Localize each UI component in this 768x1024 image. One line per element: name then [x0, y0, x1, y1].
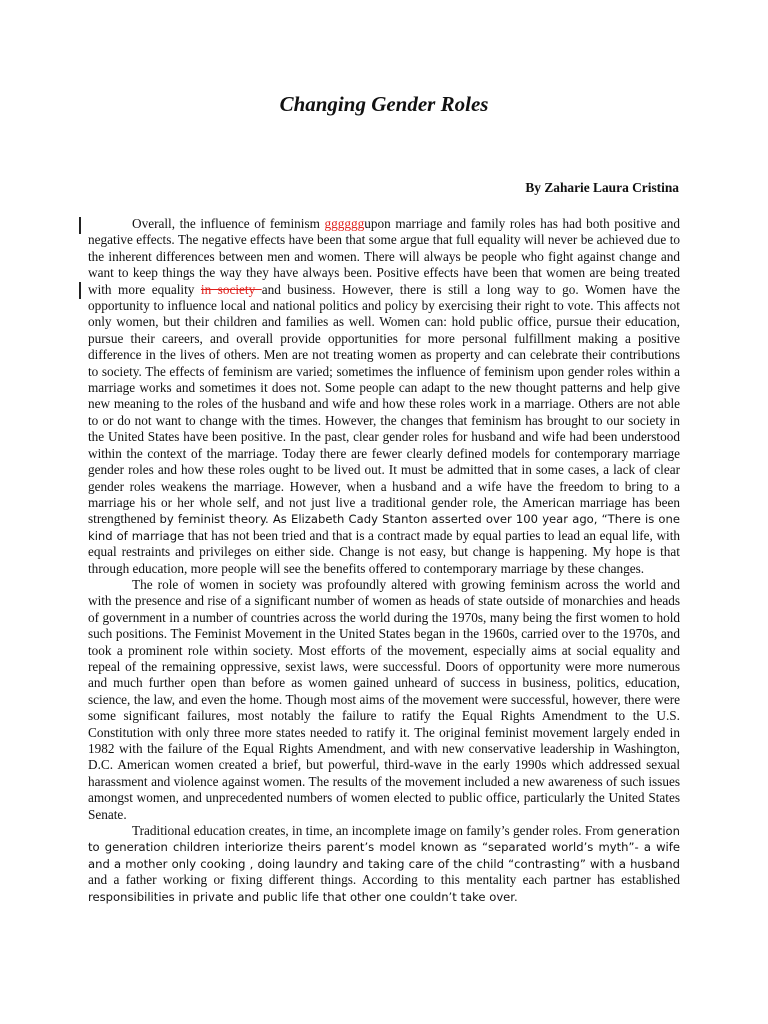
text-run-alt-font: generation to generation children interiorize theirs parent’s model known as “separated world’s myth”- a wife and a mother only cooking , doing laundry and taking care of the child “contrasting” with a husband	[88, 824, 680, 871]
text-run: and a father working or fixing different things. According to this mentality each partner has established	[88, 872, 680, 888]
document-body	[88, 216, 680, 905]
text-run: Traditional education creates, in time, an incomplete image on family’s gender roles. From	[132, 823, 617, 839]
text-run-alt-font: responsibilities in private and public life that other one couldn’t take over.	[88, 889, 518, 904]
change-bar-marker	[79, 217, 81, 234]
paragraph	[88, 823, 680, 905]
text-run: Overall, the influence of feminism	[132, 216, 325, 231]
tracked-insertion: gggggg	[324, 216, 365, 231]
paragraph	[88, 216, 680, 577]
author-line: By Zaharie Laura Cristina	[525, 180, 679, 195]
text-run: that has not been tried and that is a contract made by equal parties to lead an equal life, with equal restraints and privileges on either side. Change is not easy, but change is happening. My hope is that through education, more people will see the benefits offered to contemporary marriage by these changes.	[88, 527, 680, 576]
text-run-alt-font: by feminist theory. As Elizabeth Cady Stanton asserted over 100 year ago, “There is one kind of marriage	[88, 512, 680, 543]
change-bar-marker	[79, 282, 81, 299]
text-run: and business. However, there is still a long way to go. Women have the opportunity to influence local and national politics and policy by exercising their right to vote. This affects not only women, but their children and families as well. Women can: hold public office, pursue their education, pursue their careers, and overall provide opportunities for more personal fulfillment making a positive difference in the lives of others. Men are not treating women as property and can celebrate their contributions to society. The effects of feminism are varied; sometimes the influence of feminism upon gender roles within a marriage works and sometimes it does not. Some people can adapt to the new thought patterns and help give new meaning to the roles of the husband and wife and how these roles work in a marriage. Others are not able to or do not want to change with the times. However, the changes that feminism has brought to our society in the United States have been positive. In the past, clear gender roles for husband and wife had been understood within the context of the marriage. Today there are fewer clearly defined models for contemporary marriage gender roles and how these roles ought to be lived out. It must be admitted that in some cases, a lack of clear gender roles weakens the marriage. However, when a husband and a wife have the freedom to bring to a marriage his or her whole self, and not just live a traditional gender role, the American marriage has been strengthened	[88, 281, 680, 527]
tracked-deletion: in society	[200, 281, 262, 297]
text-run: upon marriage and family roles has had both positive and negative effects. The negative effects have been that some argue that full equality will never be achieved due to the inherent differences between men and women. There will always be people who fight against change and want to keep things the way they have always been. Positive effects have been that women are being treated with more equality	[88, 216, 680, 297]
paragraph: The role of women in society was profoundly altered with growing feminism across the world and with the presence and rise of a significant number of women as heads of state outside of monarchies and heads of government in a number of countries across the world during the 1970s, many being the first women to hold such positions. The Feminist Movement in the United States began in the 1960s, carried over to the 1970s, and took a prominent role within society. Most efforts of the movement, especially aims at social equality and repeal of the remaining oppressive, sexist laws, were successful. Doors of opportunity were more numerous and much further open than before as women gained unheard of success in business, politics, education, science, the law, and even the home. Though most aims of the movement were successful, however, there were some significant failures, most notably the failure to ratify the Equal Rights Amendment to the U.S. Constitution with only three more states needed to ratify it. The original feminist movement largely ended in 1982 with the failure of the Equal Rights Amendment, and with new conservative leadership in Washington, D.C. American women created a brief, but powerful, third-wave in the early 1990s which addressed sexual harassment and violence against women. The results of the movement included a new awareness of such issues amongst women, and unprecedented numbers of women elected to public office, particularly the United States Senate.	[88, 576, 680, 822]
document-title: Changing Gender Roles	[279, 92, 489, 116]
